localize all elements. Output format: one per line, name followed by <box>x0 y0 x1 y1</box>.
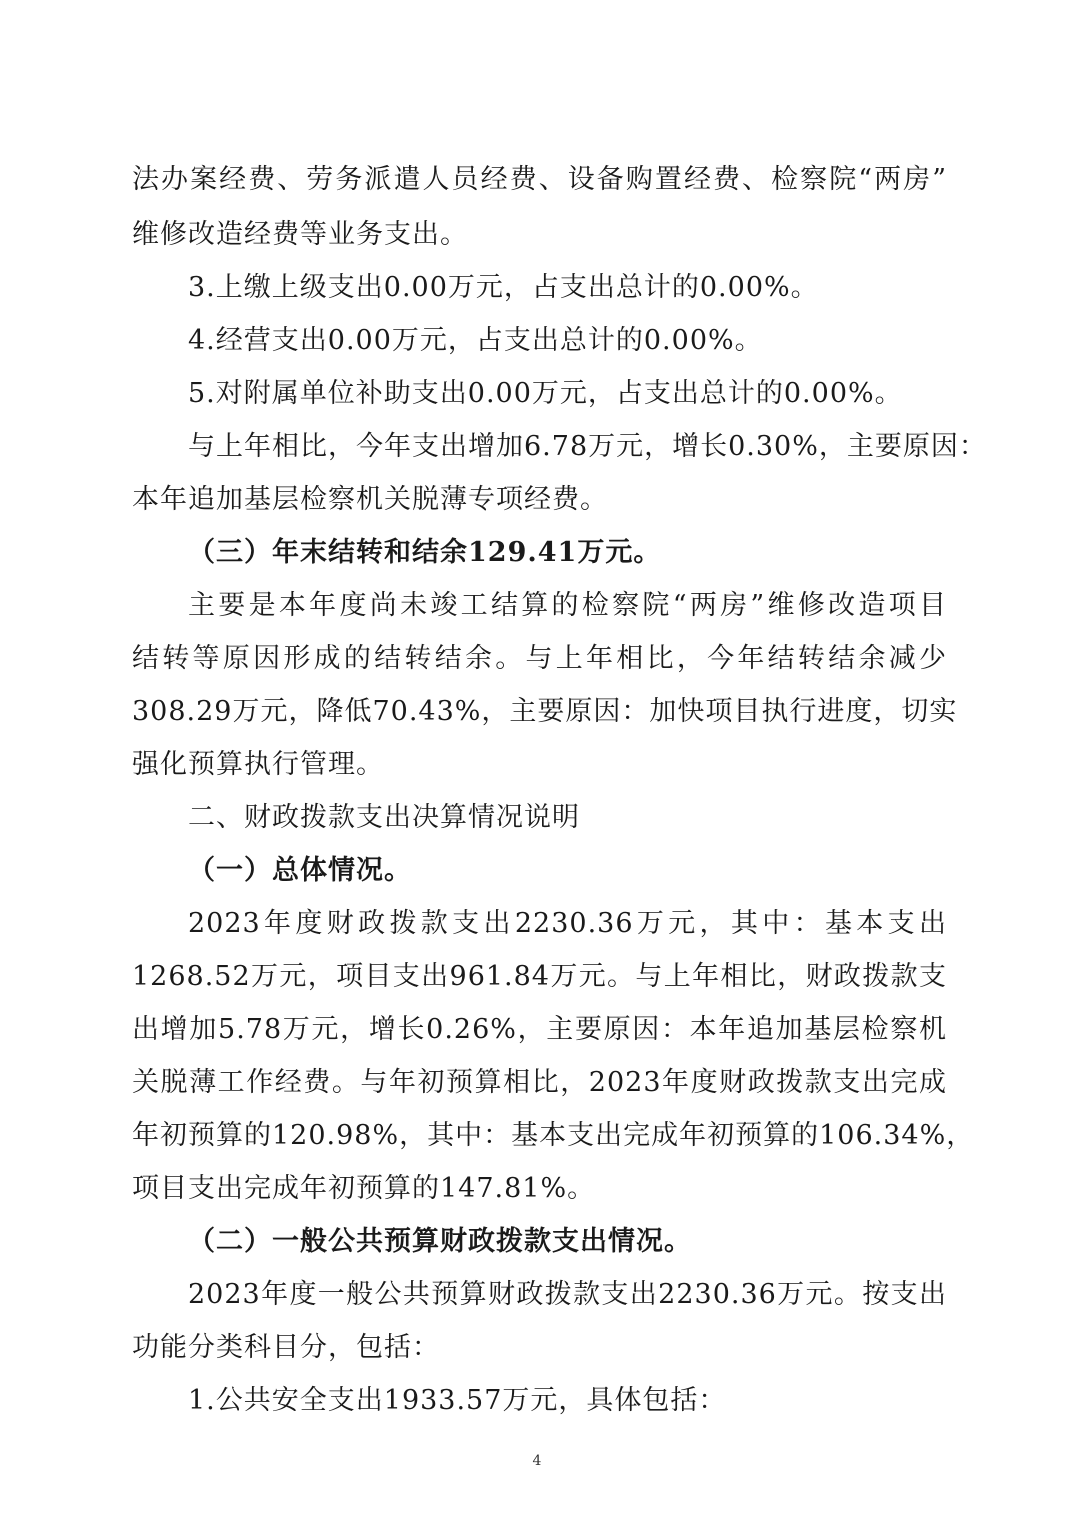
body-text-line: 法办案经费、劳务派遣人员经费、设备购置经费、检察院“两房” <box>132 164 947 195</box>
body-text-line: 主要是本年度尚未竣工结算的检察院“两房”维修改造项目 <box>188 590 947 621</box>
body-text-line: 功能分类科目分，包括： <box>132 1332 440 1363</box>
body-text-line: 与上年相比，今年支出增加6.78万元，增长0.30%，主要原因： <box>188 431 987 462</box>
subsection-heading: （二）一般公共预算财政拨款支出情况。 <box>188 1226 692 1257</box>
subsection-heading: （三）年末结转和结余129.41万元。 <box>188 537 662 568</box>
body-text-line: 维修改造经费等业务支出。 <box>132 219 468 250</box>
body-text-line: 项目支出完成年初预算的147.81%。 <box>132 1173 596 1204</box>
list-item-line: 3.上缴上级支出0.00万元，占支出总计的0.00%。 <box>188 272 819 303</box>
page-number: 4 <box>532 1453 542 1469</box>
body-text-line: 关脱薄工作经费。与年初预算相比，2023年度财政拨款支出完成 <box>132 1067 947 1098</box>
body-text-line: 1268.52万元，项目支出961.84万元。与上年相比，财政拨款支 <box>132 961 947 992</box>
section-heading: 二、财政拨款支出决算情况说明 <box>188 802 580 833</box>
body-text-line: 出增加5.78万元，增长0.26%，主要原因：本年追加基层检察机 <box>132 1014 947 1045</box>
body-text-line: 308.29万元，降低70.43%，主要原因：加快项目执行进度，切实 <box>132 696 958 727</box>
body-text-line: 强化预算执行管理。 <box>132 749 384 780</box>
body-text-line: 2023年度财政拨款支出2230.36万元，其中：基本支出 <box>188 908 947 939</box>
body-text-line: 2023年度一般公共预算财政拨款支出2230.36万元。按支出 <box>188 1279 947 1310</box>
list-item-line: 4.经营支出0.00万元，占支出总计的0.00%。 <box>188 325 763 356</box>
subsection-heading: （一）总体情况。 <box>188 855 412 886</box>
body-text-line: 结转等原因形成的结转结余。与上年相比，今年结转结余减少 <box>132 643 947 674</box>
list-item-line: 1.公共安全支出1933.57万元，具体包括： <box>188 1385 727 1416</box>
body-text-line: 本年追加基层检察机关脱薄专项经费。 <box>132 484 608 515</box>
list-item-line: 5.对附属单位补助支出0.00万元，占支出总计的0.00%。 <box>188 378 903 409</box>
body-text-line: 年初预算的120.98%，其中：基本支出完成年初预算的106.34%， <box>132 1120 975 1151</box>
